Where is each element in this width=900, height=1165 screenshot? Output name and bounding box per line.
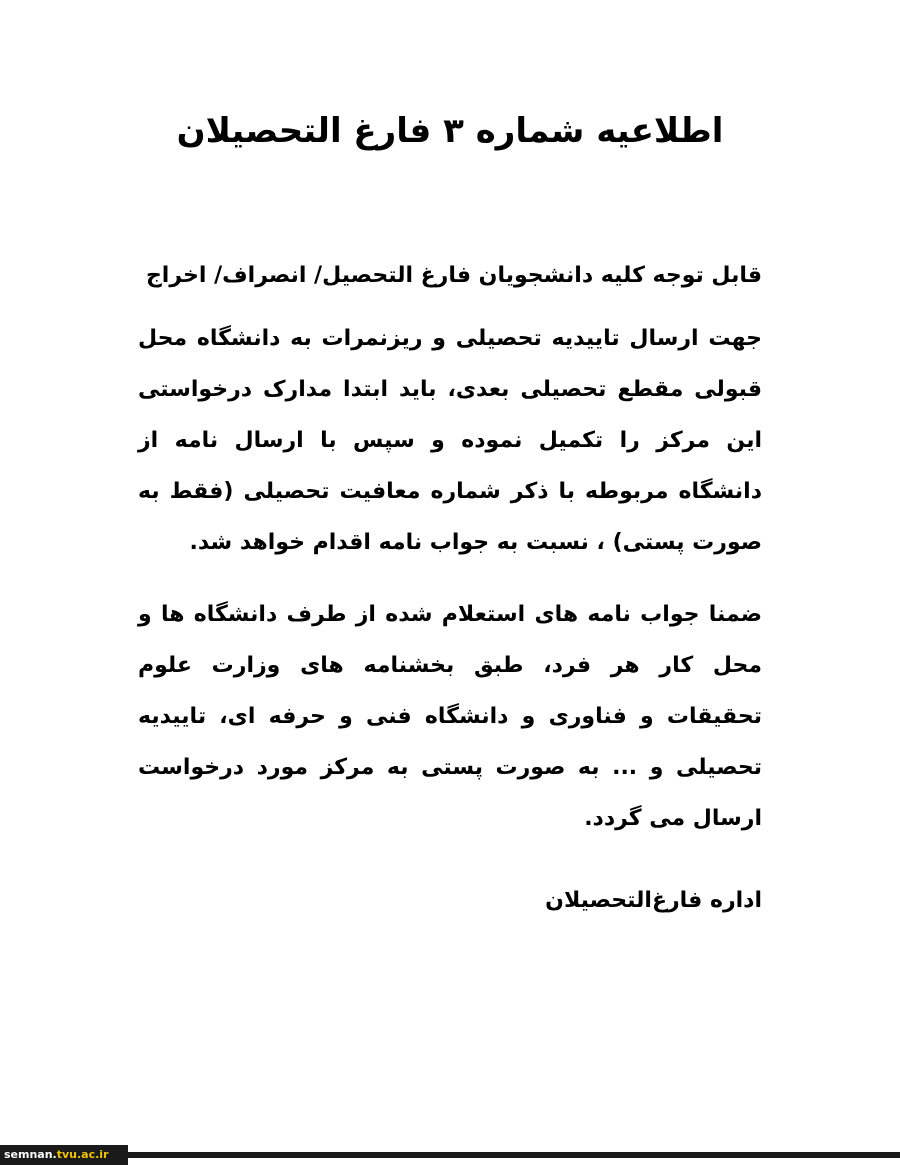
notice-subtitle: قابل توجه کلیه دانشجویان فارغ التحصیل/ انصراف/ اخراج <box>145 263 762 288</box>
website-link[interactable] <box>4 1145 124 1165</box>
footer-line <box>128 1152 900 1158</box>
body-paragraph-1: جهت ارسال تاییدیه تحصیلی و ریزنمرات به دانشگاه محل قبولی مقطع تحصیلی بعدی، باید ابتدا مدارک درخواستی این مرکز را تکمیل نموده و سپس با ارسال نامه از دانشگاه مربوطه با ذکر شماره معافیت تحصیلی (فقط به صورت پستی) ، نسبت به جواب نامه اقدام خواهد شد. <box>138 326 762 555</box>
website-link-domain: tvu.ac.ir <box>56 1148 109 1161</box>
footer-bar <box>0 1145 900 1165</box>
signature-office: اداره فارغ‌التحصیلان <box>545 888 762 913</box>
body-paragraph-2: ضمنا جواب نامه های استعلام شده از طرف دانشگاه ها و محل کار هر فرد، طبق بخشنامه های وزارت علوم تحقیقات و فناوری و دانشگاه فنی و حرفه ای، تاییدیه تحصیلی و ... به صورت پستی به مرکز مورد درخواست ارسال می گردد. <box>138 602 762 831</box>
page-title: اطلاعیه شماره ۳ فارغ التحصیلان <box>176 111 724 151</box>
website-link-prefix: semnan. <box>4 1148 57 1161</box>
